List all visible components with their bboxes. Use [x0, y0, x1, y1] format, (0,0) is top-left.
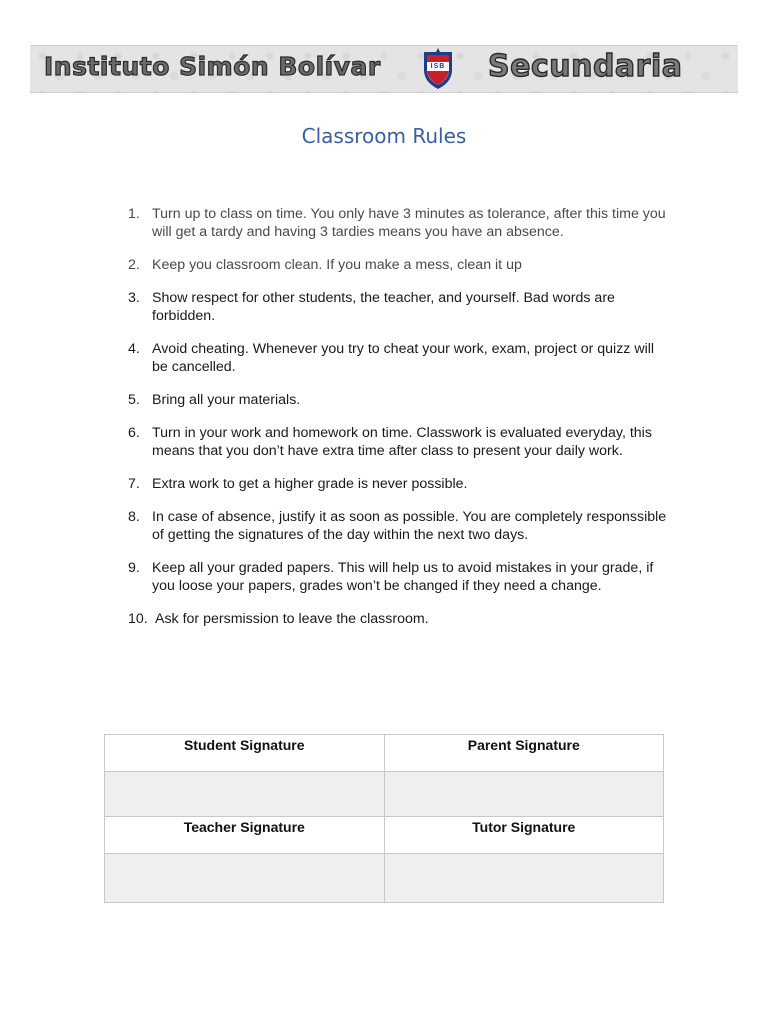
rule-number: 6. — [128, 425, 140, 441]
signature-table — [104, 734, 664, 903]
rule-text: Ask for persmission to leave the classroom. — [155, 611, 429, 627]
list-item — [124, 610, 669, 628]
student-signature-label: Student Signature — [105, 735, 385, 772]
list-item — [124, 289, 669, 325]
rule-text: Keep all your graded papers. This will help us to avoid mistakes in your grade, if you loose your papers, grades won’t be changed if they need a change. — [152, 560, 654, 594]
rule-text: Bring all your materials. — [152, 392, 301, 408]
rule-text: Turn in your work and homework on time. Classwork is evaluated everyday, this means that you don’t have extra time after class to present your daily work. — [152, 425, 652, 459]
tutor-signature-label: Tutor Signature — [384, 817, 664, 854]
tutor-signature-field[interactable] — [384, 854, 664, 903]
rule-number: 3. — [128, 290, 140, 306]
rule-text: Avoid cheating. Whenever you try to cheat your work, exam, project or quizz will be cancelled. — [152, 341, 655, 375]
teacher-signature-field[interactable] — [105, 854, 385, 903]
rule-number: 5. — [128, 392, 140, 408]
rule-number: 7. — [128, 476, 140, 492]
rule-number: 10. — [128, 611, 148, 627]
rule-number: 1. — [128, 206, 140, 222]
rule-number: 9. — [128, 560, 140, 576]
rule-number: 4. — [128, 341, 140, 357]
list-item — [124, 508, 669, 544]
list-item — [124, 559, 669, 595]
rule-text: Keep you classroom clean. If you make a mess, clean it up — [152, 257, 522, 273]
page-title: Classroom Rules — [301, 124, 467, 148]
rule-text: Turn up to class on time. You only have 3 minutes as tolerance, after this time you will get a tardy and having 3 tardies means you have an absence. — [152, 206, 666, 240]
school-name: Instituto Simón Bolívar — [44, 52, 381, 81]
list-item — [124, 256, 669, 274]
list-item — [124, 424, 669, 460]
list-item — [124, 391, 669, 409]
parent-signature-field[interactable] — [384, 772, 664, 817]
rule-number: 2. — [128, 257, 140, 273]
list-item — [124, 340, 669, 376]
student-signature-field[interactable] — [105, 772, 385, 817]
crest-initials: ISB — [430, 63, 446, 70]
rule-text: Show respect for other students, the teacher, and yourself. Bad words are forbidden. — [152, 290, 615, 324]
teacher-signature-label: Teacher Signature — [105, 817, 385, 854]
parent-signature-label: Parent Signature — [384, 735, 664, 772]
rule-number: 8. — [128, 509, 140, 525]
list-item — [124, 205, 669, 241]
section-name: Secundaria — [488, 49, 683, 84]
header-banner — [30, 45, 738, 93]
rule-text: In case of absence, justify it as soon as possible. You are completely responssible of getting the signatures of the day within the next two days. — [152, 509, 667, 543]
rule-text: Extra work to get a higher grade is never possible. — [152, 476, 468, 492]
rules-list — [124, 205, 669, 628]
list-item — [124, 475, 669, 493]
